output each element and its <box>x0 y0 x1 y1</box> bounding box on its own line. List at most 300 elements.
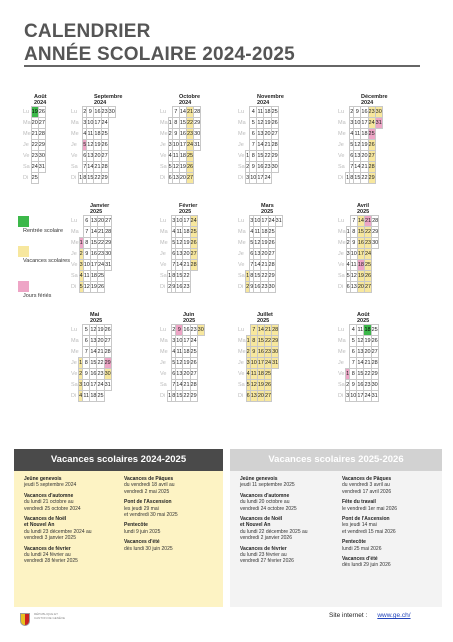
day-cell: 11 <box>172 151 179 162</box>
day-cell: 22 <box>364 227 371 238</box>
day-cell: 28 <box>101 162 108 173</box>
empty-cell <box>372 271 379 282</box>
vacances-2024-right-column <box>124 476 219 556</box>
holiday-entry <box>240 476 335 489</box>
month-table <box>337 106 383 184</box>
site-label: Site internet : <box>329 612 368 619</box>
day-cell: 29 <box>272 336 279 347</box>
weekday-label: Ma <box>338 120 346 126</box>
day-cell: 5 <box>250 118 257 129</box>
day-cell: 28 <box>371 358 378 369</box>
empty-cell <box>275 271 282 282</box>
day-cell: 13 <box>176 369 183 380</box>
weekday-label: Ve <box>71 371 78 377</box>
day-cell: 23 <box>261 282 268 293</box>
month-table <box>237 106 279 184</box>
day-cell: 17 <box>261 216 268 227</box>
day-cell: 23 <box>101 107 108 118</box>
day-cell: 22 <box>261 271 268 282</box>
day-cell: 1 <box>168 118 172 129</box>
day-cell: 8 <box>350 227 357 238</box>
weekday-label: Sa <box>160 164 167 170</box>
day-cell: 24 <box>368 118 375 129</box>
weekday-label: Ve <box>338 371 345 377</box>
day-cell: 27 <box>38 118 45 129</box>
empty-cell <box>197 369 204 380</box>
day-cell: 25 <box>364 260 371 271</box>
day-cell: 3 <box>172 216 176 227</box>
day-cell: 25 <box>264 369 271 380</box>
day-cell: 4 <box>346 260 350 271</box>
day-cell: 24 <box>31 162 38 173</box>
month-name: Février 2025 <box>179 203 198 215</box>
weekday-label: Ve <box>71 153 78 159</box>
day-cell: 7 <box>350 216 357 227</box>
day-cell: 1 <box>79 173 83 184</box>
day-cell: 15 <box>179 118 186 129</box>
day-cell: 13 <box>250 391 257 402</box>
day-cell: 7 <box>83 347 90 358</box>
day-cell: 11 <box>176 227 183 238</box>
day-cell: 19 <box>183 358 190 369</box>
holiday-entry <box>240 516 335 542</box>
day-cell: 6 <box>172 249 176 260</box>
weekday-label: Je <box>238 251 244 257</box>
day-cell: 21 <box>97 347 104 358</box>
day-cell: 12 <box>250 380 257 391</box>
holiday-entry <box>24 476 114 489</box>
day-cell: 29 <box>371 369 378 380</box>
weekday-label: Me <box>160 240 168 246</box>
weekday-label: Me <box>338 349 346 355</box>
weekday-label: Sa <box>160 382 167 388</box>
day-cell: 14 <box>90 347 97 358</box>
day-cell: 17 <box>90 260 97 271</box>
day-cell: 25 <box>186 151 193 162</box>
day-cell: 29 <box>194 118 201 129</box>
day-cell: 14 <box>254 260 261 271</box>
day-cell: 19 <box>179 162 186 173</box>
month-table <box>337 324 379 402</box>
day-cell: 18 <box>264 107 271 118</box>
day-cell: 30 <box>372 238 379 249</box>
day-cell: 17 <box>90 380 97 391</box>
weekday-label: Ma <box>160 229 168 235</box>
weekday-label: Me <box>238 131 246 137</box>
weekday-label: Me <box>160 349 168 355</box>
month-name: Août 2025 <box>357 312 370 324</box>
empty-cell <box>190 282 197 293</box>
day-cell: 1 <box>246 151 250 162</box>
weekday-label: Ma <box>238 120 246 126</box>
day-cell: 25 <box>31 173 38 184</box>
day-cell: 14 <box>357 216 364 227</box>
day-cell: 9 <box>83 249 90 260</box>
day-cell: 20 <box>257 391 264 402</box>
month-name: Novembre 2024 <box>257 94 284 106</box>
vacances-2025-right-column <box>342 476 437 573</box>
legend-label: Jours fériés <box>23 293 52 299</box>
day-cell: 6 <box>350 347 357 358</box>
weekday-label: Lu <box>238 327 245 333</box>
day-cell: 21 <box>94 162 101 173</box>
day-cell: 8 <box>350 173 354 184</box>
day-cell: 25 <box>368 129 375 140</box>
day-cell: 13 <box>176 249 183 260</box>
holiday-entry <box>342 499 437 512</box>
day-cell: 18 <box>357 260 364 271</box>
day-cell: 18 <box>90 271 97 282</box>
weekday-label: Lu <box>160 109 167 115</box>
empty-cell <box>105 271 112 282</box>
weekday-label: Je <box>71 142 77 148</box>
day-cell: 10 <box>83 260 90 271</box>
day-cell: 15 <box>357 227 364 238</box>
weekday-label: Sa <box>71 382 78 388</box>
empty-cell <box>197 347 204 358</box>
day-cell: 26 <box>268 238 275 249</box>
day-cell: 15 <box>90 358 97 369</box>
weekday-label: Je <box>238 360 244 366</box>
empty-cell <box>108 140 115 151</box>
weekday-label: Di <box>338 284 344 290</box>
day-cell: 24 <box>364 249 371 260</box>
day-cell: 19 <box>183 238 190 249</box>
weekday-label: Sa <box>71 273 78 279</box>
day-cell: 29 <box>271 151 278 162</box>
day-cell: 28 <box>105 227 112 238</box>
weekday-label: Lu <box>238 109 245 115</box>
day-cell: 20 <box>179 173 186 184</box>
weekday-label: Lu <box>338 218 345 224</box>
day-cell: 30 <box>38 151 45 162</box>
day-cell: 6 <box>346 282 350 293</box>
day-cell: 27 <box>264 391 271 402</box>
day-cell: 11 <box>176 347 183 358</box>
weekday-label: Ma <box>338 229 346 235</box>
day-cell: 30 <box>268 282 275 293</box>
day-cell: 11 <box>354 129 361 140</box>
page-title-line1: CALENDRIER <box>24 21 151 42</box>
day-cell: 15 <box>257 151 264 162</box>
day-cell: 3 <box>79 260 83 271</box>
holiday-dates: du lundi 24 février au vendredi 28 février 2025 <box>24 552 78 565</box>
day-cell: 26 <box>371 336 378 347</box>
month-name: Août 2024 <box>34 94 47 106</box>
day-cell: 5 <box>83 325 90 336</box>
day-cell: 14 <box>354 162 361 173</box>
weekday-label: Ma <box>71 229 79 235</box>
month-table <box>70 106 116 184</box>
day-cell: 23 <box>186 129 193 140</box>
day-cell: 26 <box>97 282 104 293</box>
day-cell: 30 <box>104 369 111 380</box>
day-cell: 21 <box>261 260 268 271</box>
day-cell: 30 <box>375 107 382 118</box>
weekday-label: Je <box>71 360 77 366</box>
weekday-label: Sa <box>238 382 245 388</box>
weekday-label: Me <box>23 131 31 137</box>
holiday-entry <box>342 476 437 495</box>
holiday-entry <box>240 546 335 565</box>
day-cell: 19 <box>364 336 371 347</box>
day-cell: 1 <box>168 391 172 402</box>
empty-cell <box>275 238 282 249</box>
day-cell: 2 <box>350 107 354 118</box>
holiday-title: Jeûne genevois <box>24 476 62 482</box>
day-cell: 25 <box>371 325 378 336</box>
day-cell: 30 <box>105 249 112 260</box>
day-cell: 2 <box>83 107 87 118</box>
day-cell: 24 <box>97 260 104 271</box>
weekday-label: Ve <box>23 153 30 159</box>
empty-cell <box>375 151 382 162</box>
day-cell: 23 <box>97 369 104 380</box>
weekday-label: Sa <box>338 273 345 279</box>
holiday-title: Vacances de Pâques <box>124 476 174 482</box>
day-cell: 27 <box>368 151 375 162</box>
day-cell: 3 <box>168 140 172 151</box>
day-cell: 27 <box>371 347 378 358</box>
month-table <box>237 324 279 402</box>
day-cell: 5 <box>350 140 354 151</box>
day-cell: 18 <box>257 369 264 380</box>
day-cell: 22 <box>183 391 190 402</box>
day-cell: 15 <box>357 369 364 380</box>
day-cell: 18 <box>94 129 101 140</box>
day-cell: 7 <box>350 358 357 369</box>
day-cell: 1 <box>346 173 350 184</box>
holiday-dates: dès lundi 29 juin 2026 <box>342 562 391 569</box>
day-cell: 2 <box>79 249 83 260</box>
day-cell: 15 <box>176 391 183 402</box>
weekday-label: Je <box>71 251 77 257</box>
day-cell: 19 <box>94 140 101 151</box>
day-cell: 6 <box>83 336 90 347</box>
empty-cell <box>275 227 282 238</box>
empty-cell <box>375 140 382 151</box>
day-cell: 25 <box>97 391 104 402</box>
day-cell: 25 <box>190 347 197 358</box>
day-cell: 31 <box>275 216 282 227</box>
day-cell: 8 <box>83 238 90 249</box>
day-cell: 21 <box>97 227 104 238</box>
day-cell: 14 <box>87 162 94 173</box>
day-cell: 20 <box>361 151 368 162</box>
day-cell: 1 <box>79 238 83 249</box>
day-cell: 23 <box>364 380 371 391</box>
empty-cell <box>375 129 382 140</box>
day-cell: 14 <box>357 358 364 369</box>
day-cell: 6 <box>350 151 354 162</box>
day-cell: 12 <box>354 140 361 151</box>
day-cell: 24 <box>97 380 104 391</box>
day-cell: 19 <box>357 271 364 282</box>
empty-cell <box>190 271 197 282</box>
weekday-label: Lu <box>238 218 245 224</box>
holiday-title: Vacances d'automne <box>24 492 74 499</box>
weekday-label: Di <box>71 393 77 399</box>
day-cell: 9 <box>250 347 257 358</box>
holiday-dates: dès lundi 30 juin 2025 <box>124 545 173 552</box>
day-cell: 11 <box>350 260 357 271</box>
day-cell: 7 <box>83 227 90 238</box>
weekday-label: Di <box>23 175 29 181</box>
day-cell: 15 <box>354 173 361 184</box>
day-cell: 3 <box>246 358 250 369</box>
weekday-label: Je <box>23 142 29 148</box>
weekday-label: Sa <box>160 273 167 279</box>
day-cell: 21 <box>186 107 193 118</box>
day-cell: 30 <box>197 325 204 336</box>
day-cell: 15 <box>176 271 183 282</box>
day-cell: 9 <box>176 325 183 336</box>
day-cell: 27 <box>190 369 197 380</box>
day-cell: 2 <box>172 325 176 336</box>
day-cell: 4 <box>79 391 83 402</box>
site-info <box>329 612 411 619</box>
day-cell: 16 <box>257 162 264 173</box>
day-cell: 1 <box>246 271 250 282</box>
day-cell: 26 <box>190 358 197 369</box>
day-cell: 16 <box>90 369 97 380</box>
day-cell: 21 <box>364 216 371 227</box>
day-cell: 11 <box>357 325 364 336</box>
day-cell: 21 <box>183 260 190 271</box>
month-name: Avril 2025 <box>357 203 370 215</box>
holiday-title: Vacances d'automne <box>240 492 290 499</box>
day-cell: 12 <box>176 358 183 369</box>
day-cell: 13 <box>90 216 97 227</box>
site-url-link[interactable]: www.ge.ch/ <box>377 612 411 619</box>
day-cell: 2 <box>168 282 172 293</box>
day-cell: 18 <box>183 227 190 238</box>
holiday-entry <box>124 539 219 552</box>
day-cell: 21 <box>361 162 368 173</box>
weekday-label: Ve <box>71 262 78 268</box>
weekday-label: Ma <box>23 120 31 126</box>
day-cell: 26 <box>190 238 197 249</box>
day-cell: 22 <box>31 140 38 151</box>
day-cell: 15 <box>254 271 261 282</box>
empty-cell <box>108 129 115 140</box>
legend-label: Vacances scolaires <box>23 258 70 264</box>
day-cell: 6 <box>250 129 257 140</box>
weekday-label: Di <box>238 393 244 399</box>
day-cell: 4 <box>250 227 254 238</box>
day-cell: 21 <box>264 140 271 151</box>
day-cell: 17 <box>183 336 190 347</box>
empty-cell <box>108 118 115 129</box>
month-table <box>337 215 379 293</box>
day-cell: 28 <box>190 380 197 391</box>
day-cell: 8 <box>250 336 257 347</box>
day-cell: 4 <box>79 271 83 282</box>
day-cell: 23 <box>364 238 371 249</box>
day-cell: 3 <box>172 336 176 347</box>
day-cell: 29 <box>38 140 45 151</box>
weekday-label: Me <box>71 240 79 246</box>
day-cell: 29 <box>101 173 108 184</box>
day-cell: 24 <box>190 216 197 227</box>
day-cell: 6 <box>168 173 172 184</box>
day-cell: 7 <box>250 325 257 336</box>
day-cell: 31 <box>375 118 382 129</box>
weekday-label: Lu <box>338 327 345 333</box>
day-cell: 23 <box>31 151 38 162</box>
empty-cell <box>375 173 382 184</box>
day-cell: 17 <box>257 173 264 184</box>
day-cell: 7 <box>172 380 176 391</box>
day-cell: 2 <box>346 238 350 249</box>
holiday-title: Vacances de Noël et Nouvel An <box>240 516 283 529</box>
page-title-line2: ANNÉE SCOLAIRE 2024-2025 <box>24 44 295 65</box>
day-cell: 8 <box>83 173 87 184</box>
holiday-dates: les jeudi 29 mai et vendredi 30 mai 2025 <box>124 505 178 519</box>
day-cell: 30 <box>271 162 278 173</box>
weekday-label: Me <box>238 240 246 246</box>
day-cell: 5 <box>172 238 176 249</box>
day-cell: 16 <box>357 380 364 391</box>
day-cell: 21 <box>183 380 190 391</box>
day-cell: 6 <box>246 391 250 402</box>
holiday-entry <box>342 516 437 535</box>
weekday-label: Di <box>71 284 77 290</box>
day-cell: 3 <box>79 380 83 391</box>
day-cell: 18 <box>364 325 371 336</box>
legend-swatch <box>18 246 29 257</box>
day-cell: 16 <box>357 238 364 249</box>
day-cell: 1 <box>79 358 83 369</box>
day-cell: 29 <box>268 271 275 282</box>
holiday-title: Fête du travail <box>342 499 376 506</box>
weekday-label: Ve <box>238 262 245 268</box>
holiday-title: Vacances de février <box>240 545 287 552</box>
day-cell: 13 <box>254 249 261 260</box>
day-cell: 24 <box>264 358 271 369</box>
holiday-title: Jeûne genevois <box>240 476 278 482</box>
day-cell: 27 <box>105 216 112 227</box>
holiday-dates: lundi 25 mai 2026 <box>342 545 382 552</box>
holiday-dates: du vendredi 18 avril au vendredi 2 mai 2025 <box>124 482 175 495</box>
day-cell: 7 <box>250 260 254 271</box>
day-cell: 11 <box>83 271 90 282</box>
day-cell: 12 <box>257 118 264 129</box>
day-cell: 10 <box>87 118 94 129</box>
day-cell: 19 <box>31 107 38 118</box>
day-cell: 13 <box>354 151 361 162</box>
weekday-label: Je <box>338 251 344 257</box>
day-cell: 14 <box>176 380 183 391</box>
vacances-2025-2026-panel <box>230 449 442 607</box>
logo-text: RÉPUBLIQUE ET CANTON DE GENÈVE <box>34 612 65 620</box>
day-cell: 5 <box>246 380 250 391</box>
weekday-label: Di <box>338 175 344 181</box>
weekday-label: Di <box>238 284 244 290</box>
vacances-2024-2025-panel <box>14 449 223 607</box>
day-cell: 22 <box>364 369 371 380</box>
month-name: Septembre 2024 <box>94 94 123 106</box>
holiday-dates: le vendredi 1er mai 2026 <box>342 505 398 512</box>
day-cell: 8 <box>83 358 90 369</box>
day-cell: 4 <box>246 369 250 380</box>
day-cell: 10 <box>350 249 357 260</box>
holiday-title: Pentecôte <box>342 539 366 546</box>
day-cell: 23 <box>190 325 197 336</box>
empty-cell <box>272 369 279 380</box>
day-cell: 9 <box>350 380 357 391</box>
day-cell: 23 <box>264 162 271 173</box>
